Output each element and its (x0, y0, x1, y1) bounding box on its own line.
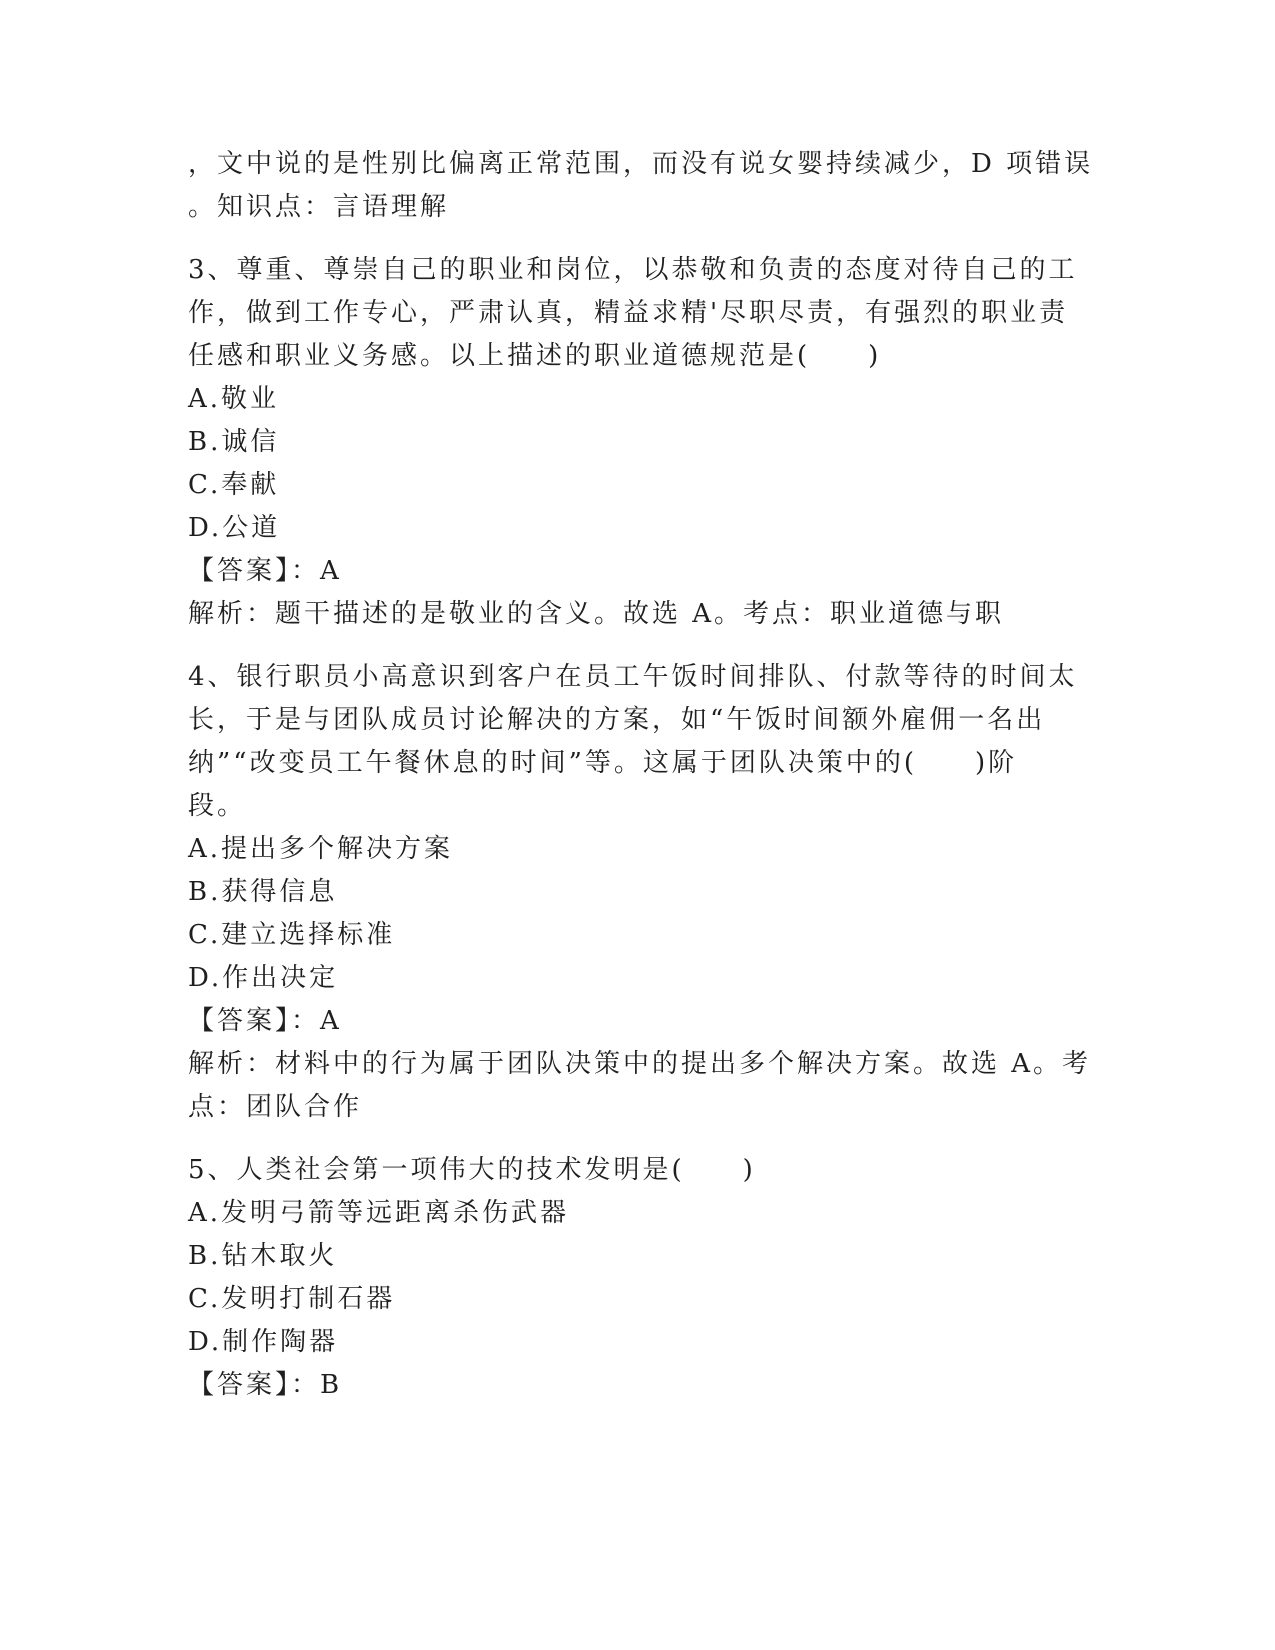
question-3 (188, 249, 1088, 636)
option-b: B.获得信息 (188, 877, 338, 907)
question-stem-line: 3、尊重、尊崇自己的职业和岗位，以恭敬和负责的态度对待自己的工 (188, 255, 1078, 285)
option-d: D.作出决定 (188, 963, 339, 993)
analysis-line: 点：团队合作 (188, 1092, 363, 1122)
question-stem-line: 作，做到工作专心，严肃认真，精益求精'尽职尽责，有强烈的职业责 (188, 298, 1069, 328)
option-c: C.奉献 (188, 470, 280, 500)
question-stem-line: 任感和职业义务感。以上描述的职业道德规范是( ) (188, 341, 882, 371)
previous-analysis-continuation (188, 143, 1094, 229)
analysis-line: 解析：题干描述的是敬业的含义。故选 A。考点：职业道德与职 (188, 599, 1005, 629)
option-d: D.制作陶器 (188, 1327, 339, 1357)
analysis-line: 。知识点：言语理解 (188, 192, 450, 222)
option-d: D.公道 (188, 513, 281, 543)
document-page (188, 143, 1094, 1407)
answer-line: 【答案】：B (188, 1370, 343, 1400)
question-stem-line: 纳”“改变员工午餐休息的时间”等。这属于团队决策中的( )阶 (188, 748, 1018, 778)
question-stem-line: 长，于是与团队成员讨论解决的方案，如“午饭时间额外雇佣一名出 (188, 705, 1046, 735)
question-4 (188, 656, 1092, 1129)
answer-line: 【答案】：A (188, 556, 342, 586)
analysis-line: ，文中说的是性别比偏离正常范围，而没有说女婴持续减少，D 项错误 (188, 149, 1094, 179)
option-c: C.建立选择标准 (188, 920, 396, 950)
option-b: B.钻木取火 (188, 1241, 338, 1271)
option-c: C.发明打制石器 (188, 1284, 396, 1314)
answer-line: 【答案】：A (188, 1006, 342, 1036)
question-5 (188, 1149, 1088, 1407)
question-stem-line: 段。 (188, 791, 247, 821)
option-b: B.诚信 (188, 427, 280, 457)
option-a: A.提出多个解决方案 (188, 834, 454, 864)
option-a: A.敬业 (188, 384, 280, 414)
question-stem-line: 4、银行职员小高意识到客户在员工午饭时间排队、付款等待的时间太 (188, 662, 1078, 692)
analysis-line: 解析：材料中的行为属于团队决策中的提出多个解决方案。故选 A。考 (188, 1049, 1092, 1079)
option-a: A.发明弓箭等远距离杀伤武器 (188, 1198, 570, 1228)
question-stem-line: 5、人类社会第一项伟大的技术发明是( ) (188, 1155, 756, 1185)
